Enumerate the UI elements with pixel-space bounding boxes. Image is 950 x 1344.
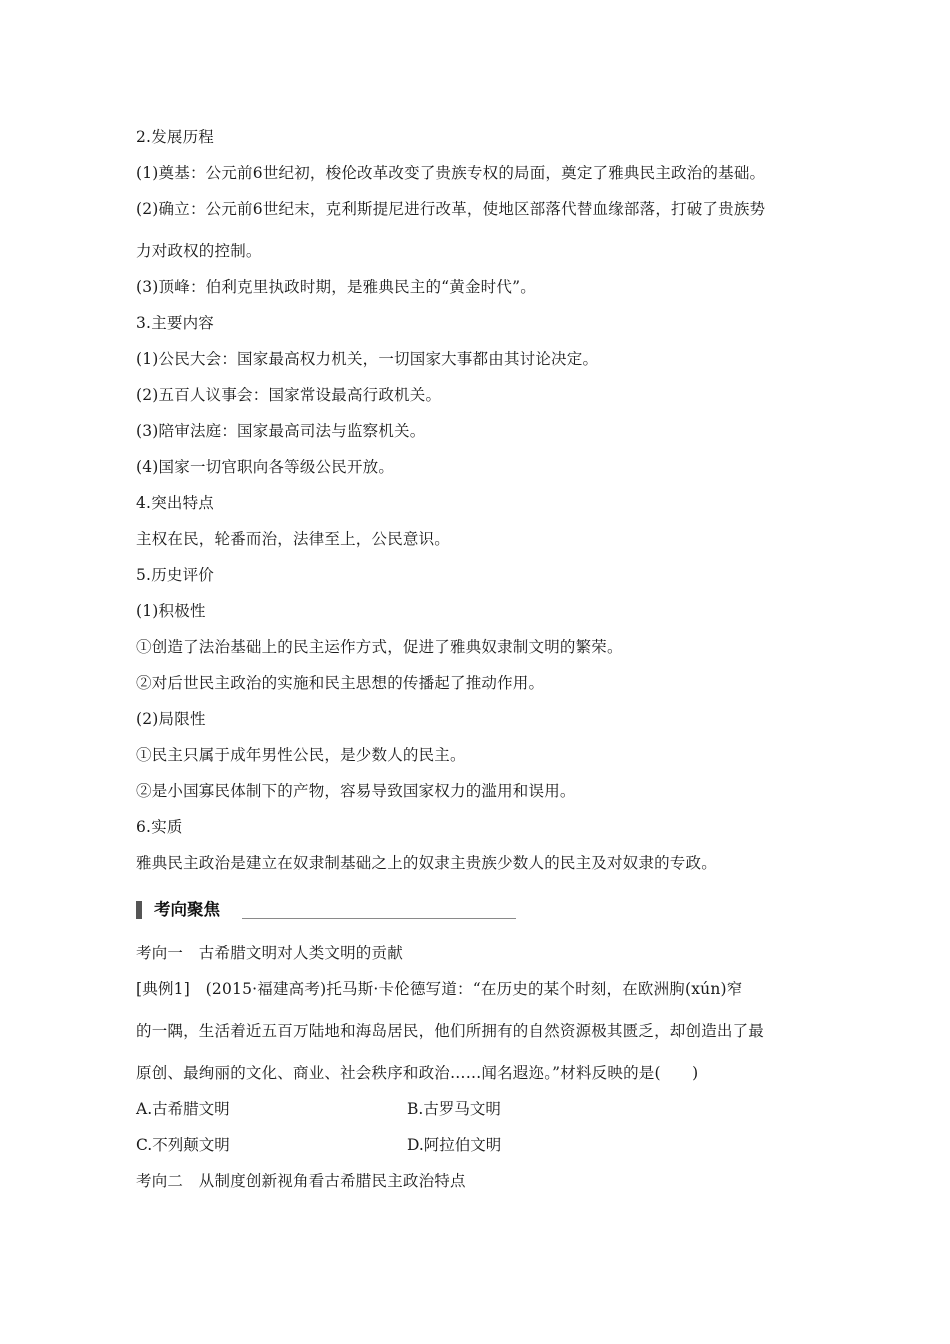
paragraph-positive-2: ②对后世民主政治的实施和民主思想的传播起了推动作用。 xyxy=(136,674,545,692)
paragraph-court: (3)陪审法庭：国家最高司法与监察机关。 xyxy=(136,422,426,440)
option-c: C.不列颠文明 xyxy=(136,1136,230,1154)
heading-essence: 6.实质 xyxy=(136,818,183,836)
focus-heading-2: 考向二 从制度创新视角看古希腊民主政治特点 xyxy=(136,1172,466,1190)
heading-main-content: 3.主要内容 xyxy=(136,314,214,332)
paragraph-peak: (3)顶峰：伯利克里执政时期，是雅典民主的“黄金时代”。 xyxy=(136,278,536,296)
example-question-line-2: 的一隅，生活着近五百万陆地和海岛居民，他们所拥有的自然资源极其匮乏，却创造出了最 xyxy=(136,1022,765,1040)
paragraph-essence: 雅典民主政治是建立在奴隶制基础之上的奴隶主贵族少数人的民主及对奴隶的专政。 xyxy=(136,854,717,872)
heading-evaluation: 5.历史评价 xyxy=(136,566,214,584)
paragraph-foundation: (1)奠基：公元前6世纪初，梭伦改革改变了贵族专权的局面，奠定了雅典民主政治的基础。 xyxy=(136,164,766,182)
paragraph-features: 主权在民，轮番而治，法律至上，公民意识。 xyxy=(136,530,451,548)
paragraph-limitation-2: ②是小国寡民体制下的产物，容易导致国家权力的滥用和误用。 xyxy=(136,782,576,800)
paragraph-assembly: (1)公民大会：国家最高权力机关，一切国家大事都由其讨论决定。 xyxy=(136,350,599,368)
heading-development: 2.发展历程 xyxy=(136,128,214,146)
section-header xyxy=(136,899,516,921)
paragraph-offices: (4)国家一切官职向各等级公民开放。 xyxy=(136,458,395,476)
example-question-line-1: [典例1] (2015·福建高考)托马斯·卡伦德写道：“在历史的某个时刻，在欧洲朐(xún)窄 xyxy=(136,980,743,998)
paragraph-establishment-cont: 力对政权的控制。 xyxy=(136,242,262,260)
focus-heading-1: 考向一 古希腊文明对人类文明的贡献 xyxy=(136,944,403,962)
paragraph-positive-1: ①创造了法治基础上的民主运作方式，促进了雅典奴隶制文明的繁荣。 xyxy=(136,638,623,656)
option-a: A.古希腊文明 xyxy=(136,1100,230,1118)
heading-positive: (1)积极性 xyxy=(136,602,206,620)
option-d: D.阿拉伯文明 xyxy=(407,1136,502,1154)
heading-features: 4.突出特点 xyxy=(136,494,214,512)
paragraph-council: (2)五百人议事会：国家常设最高行政机关。 xyxy=(136,386,442,404)
section-title: 考向聚焦 xyxy=(154,900,220,919)
paragraph-limitation-1: ①民主只属于成年男性公民，是少数人的民主。 xyxy=(136,746,466,764)
example-question-line-3: 原创、最绚丽的文化、商业、社会秩序和政治……闻名遐迩。”材料反映的是( ) xyxy=(136,1064,699,1082)
heading-limitations: (2)局限性 xyxy=(136,710,206,728)
option-b: B.古罗马文明 xyxy=(407,1100,501,1118)
section-bar xyxy=(136,901,142,919)
section-divider xyxy=(242,918,516,919)
paragraph-establishment: (2)确立：公元前6世纪末，克利斯提尼进行改革，使地区部落代替血缘部落，打破了贵族势 xyxy=(136,200,766,218)
